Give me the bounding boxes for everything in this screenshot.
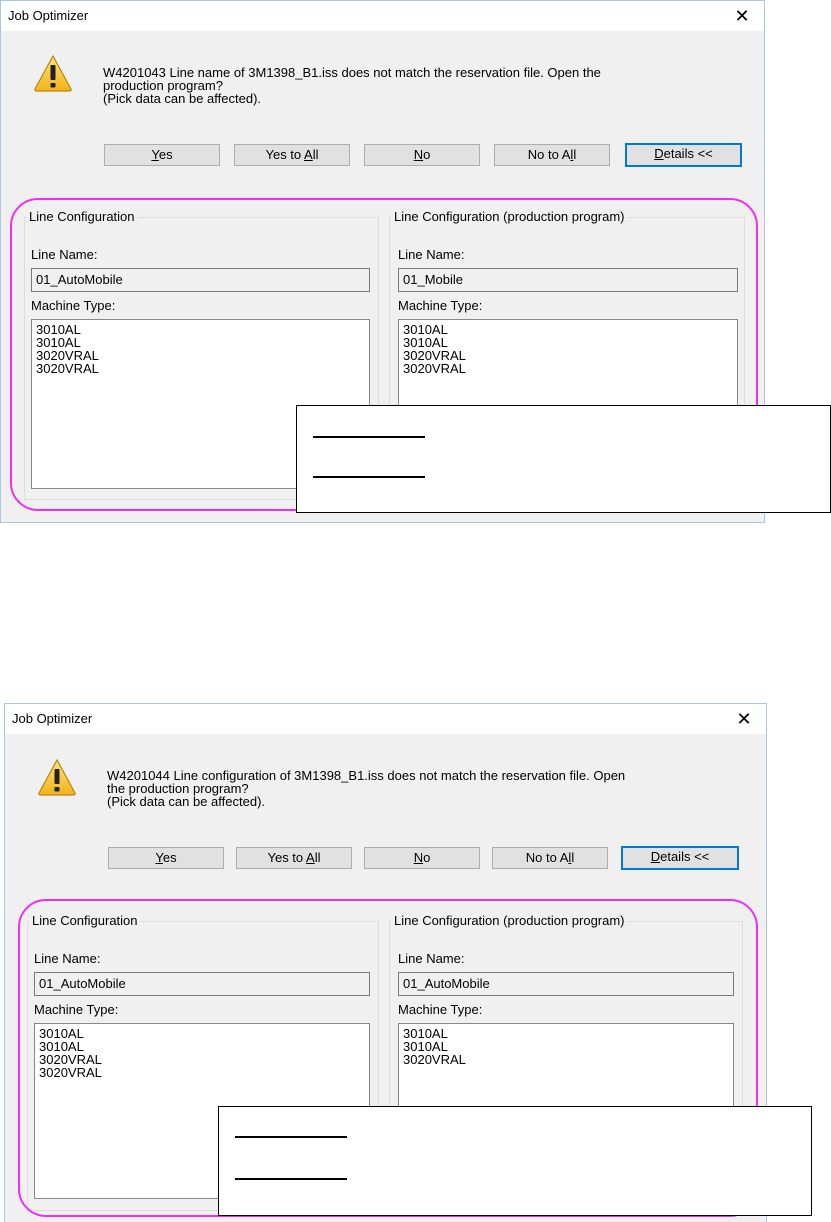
list-item[interactable]: 3010AL — [403, 335, 448, 350]
details-button[interactable] — [625, 143, 742, 167]
list-item[interactable]: 3020VRAL — [36, 361, 99, 376]
no-button[interactable] — [364, 847, 480, 869]
warning-icon — [37, 758, 77, 796]
no-to-all-mnemonic: l — [568, 850, 572, 865]
warning-icon — [33, 54, 73, 92]
list-item[interactable]: 3020VRAL — [403, 348, 466, 363]
list-item[interactable]: 3010AL — [403, 1026, 448, 1041]
line-name-field[interactable]: 01_AutoMobile — [398, 972, 734, 996]
details-button[interactable] — [621, 846, 739, 870]
annotation-callout — [218, 1106, 812, 1216]
details-label-suffix: etails << — [660, 849, 710, 864]
group-title: Line Configuration (production program) — [394, 913, 625, 928]
list-item[interactable]: 3010AL — [36, 335, 81, 350]
list-item[interactable]: 3010AL — [403, 1039, 448, 1054]
no-button[interactable] — [364, 144, 480, 166]
yes-to-all-button[interactable] — [234, 144, 350, 166]
close-icon[interactable]: ✕ — [736, 709, 752, 729]
yes-mnemonic: Y — [151, 147, 159, 162]
list-item[interactable]: 3020VRAL — [39, 1065, 102, 1080]
details-mnemonic: D — [654, 146, 664, 161]
yes-button[interactable] — [108, 847, 224, 869]
line-name-label: Line Name: — [398, 951, 465, 966]
line-name-label: Line Name: — [31, 247, 98, 262]
group-title: Line Configuration (production program) — [394, 209, 625, 224]
no-to-all-label-suffix: l — [571, 850, 575, 865]
list-item[interactable]: 3020VRAL — [403, 1052, 466, 1067]
title-bar[interactable] — [5, 704, 766, 734]
yes-label-suffix: es — [158, 147, 173, 162]
machine-type-label: Machine Type: — [398, 1002, 483, 1017]
yes-label-suffix: es — [162, 850, 177, 865]
list-item[interactable]: 3010AL — [39, 1026, 84, 1041]
no-to-all-label-suffix: l — [573, 147, 577, 162]
details-label-suffix: etails << — [663, 146, 713, 161]
machine-type-label: Machine Type: — [34, 1002, 119, 1017]
warning-message: W4201044 Line configuration of 3M1398_B1.iss does not match the reservation file. Open the production program? (Pick data can be affected). — [107, 768, 626, 809]
list-item[interactable]: 3020VRAL — [39, 1052, 102, 1067]
yes-to-all-label-suffix: ll — [312, 147, 319, 162]
yes-to-all-mnemonic: A — [306, 850, 315, 865]
no-label-suffix: o — [423, 147, 431, 162]
callout-blank-line — [313, 436, 425, 438]
no-mnemonic: N — [413, 147, 424, 162]
machine-type-label: Machine Type: — [31, 298, 116, 313]
no-to-all-button[interactable] — [492, 847, 608, 869]
line-name-label: Line Name: — [398, 247, 465, 262]
line-name-field[interactable]: 01_Mobile — [398, 268, 738, 292]
yes-to-all-label-prefix: Yes to — [267, 850, 307, 865]
line-name-label: Line Name: — [34, 951, 101, 966]
callout-blank-line — [313, 476, 425, 478]
no-label-suffix: o — [423, 850, 431, 865]
yes-to-all-label-suffix: ll — [314, 850, 321, 865]
yes-to-all-label-prefix: Yes to — [265, 147, 305, 162]
list-item[interactable]: 3020VRAL — [36, 348, 99, 363]
details-mnemonic: D — [650, 849, 661, 864]
callout-blank-line — [235, 1178, 347, 1180]
yes-to-all-mnemonic: A — [304, 147, 313, 162]
list-item[interactable]: 3020VRAL — [403, 361, 466, 376]
no-to-all-label-prefix: No to A — [525, 850, 569, 865]
dialog-title: Job Optimizer — [12, 711, 93, 726]
annotation-callout — [296, 405, 831, 513]
machine-type-label: Machine Type: — [398, 298, 483, 313]
title-bar[interactable] — [1, 1, 764, 31]
no-to-all-label-prefix: No to A — [527, 147, 571, 162]
list-item[interactable]: 3010AL — [403, 322, 448, 337]
close-icon[interactable]: ✕ — [734, 6, 750, 26]
callout-blank-line — [235, 1136, 347, 1138]
no-to-all-mnemonic: l — [570, 147, 574, 162]
line-name-field[interactable]: 01_AutoMobile — [34, 972, 370, 996]
yes-button[interactable] — [104, 144, 220, 166]
list-item[interactable]: 3010AL — [39, 1039, 84, 1054]
yes-mnemonic: Y — [155, 850, 163, 865]
dialog-title: Job Optimizer — [8, 8, 89, 23]
no-mnemonic: N — [413, 850, 424, 865]
no-to-all-button[interactable] — [494, 144, 610, 166]
group-title: Line Configuration — [29, 209, 135, 224]
yes-to-all-button[interactable] — [236, 847, 352, 869]
line-name-field[interactable]: 01_AutoMobile — [31, 268, 370, 292]
list-item[interactable]: 3010AL — [36, 322, 81, 337]
warning-message: W4201043 Line name of 3M1398_B1.iss does not match the reservation file. Open the production program? (Pick data can be affected). — [103, 65, 601, 106]
group-title: Line Configuration — [32, 913, 138, 928]
